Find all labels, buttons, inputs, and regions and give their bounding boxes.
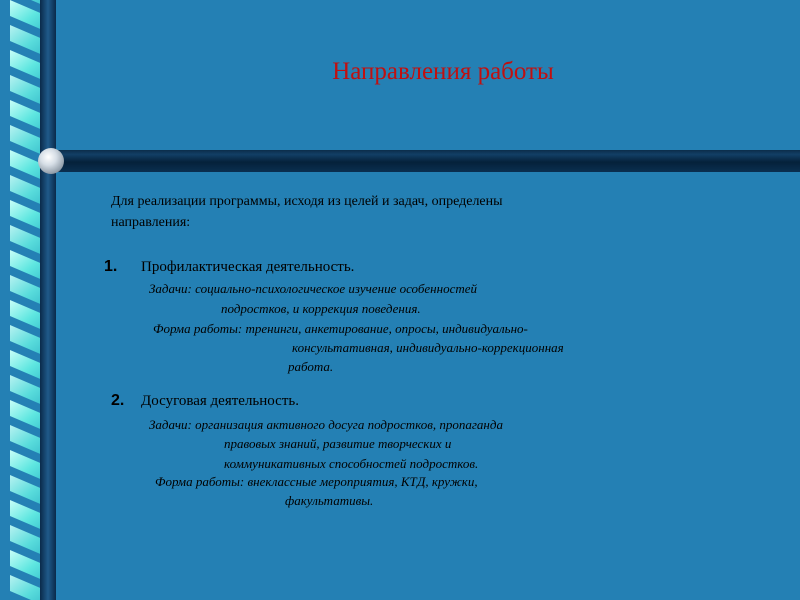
item-2-heading: Досуговая деятельность. <box>141 393 299 409</box>
page-title: Направления работы <box>332 58 554 85</box>
intro-line-1: Для реализации программы, исходя из целей и задач, определены <box>111 194 503 209</box>
item-2-line-2: правовых знаний, развитие творческих и <box>224 436 452 451</box>
intro-line-2: направления: <box>111 215 191 230</box>
item-1-line-3: Форма работы: тренинги, анкетирование, опросы, индивидуально- <box>153 321 528 336</box>
item-1-line-1: Задачи: социально-психологическое изучение особенностей <box>149 281 478 296</box>
bar-knob <box>38 148 64 174</box>
item-2-number: 2. <box>111 392 125 409</box>
item-2-line-3: коммуникативных способностей подростков. <box>224 456 479 471</box>
item-2-line-1: Задачи: организация активного досуга подростков, пропаганда <box>149 417 503 432</box>
divider-bar <box>48 150 800 172</box>
item-1-line-4: консультативная, индивидуально-коррекционная <box>292 340 564 355</box>
item-2-line-4: Форма работы: внеклассные мероприятия, КТД, кружки, <box>155 474 478 489</box>
decorative-ribbon <box>0 0 80 600</box>
item-1-number: 1. <box>104 258 118 275</box>
item-2-line-5: факультативы. <box>285 493 374 508</box>
item-1-heading: Профилактическая деятельность. <box>141 259 355 275</box>
item-1-line-2: подростков, и коррекция поведения. <box>221 301 421 316</box>
item-1-line-5: работа. <box>288 359 334 374</box>
